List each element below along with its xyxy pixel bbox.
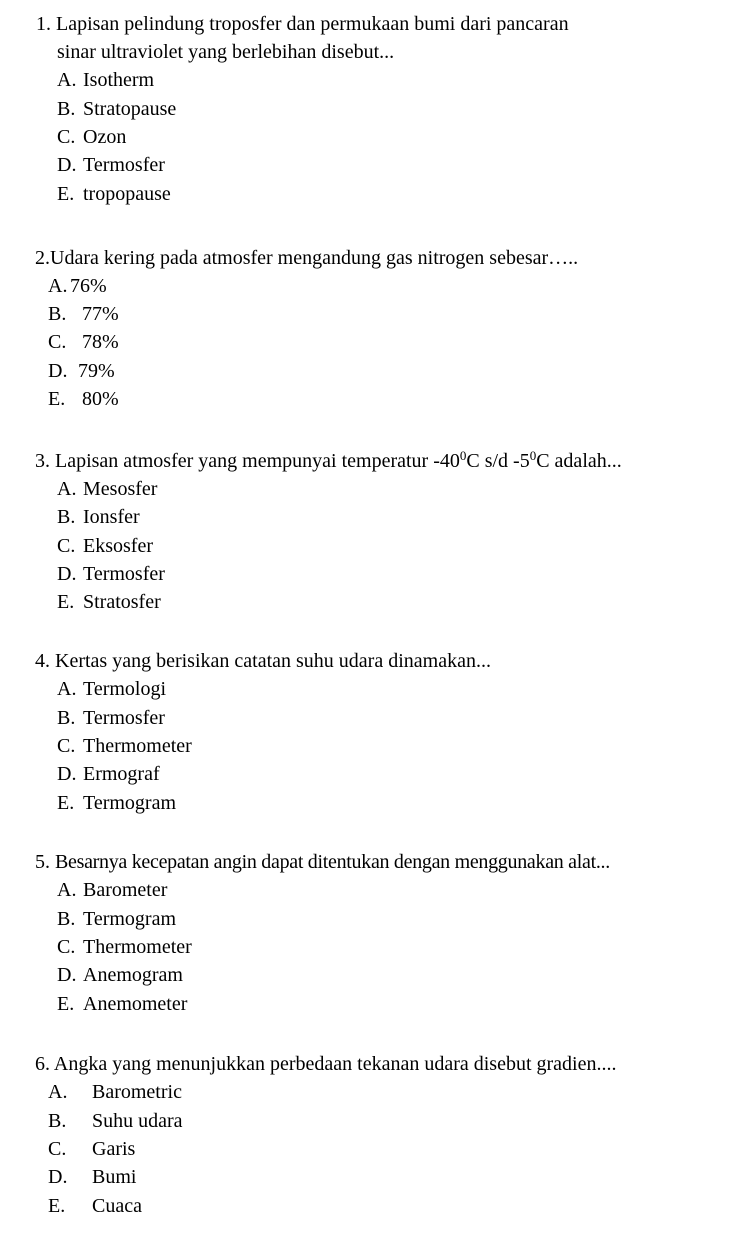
option-letter: B. xyxy=(57,98,76,120)
option-text: Isotherm xyxy=(83,69,155,91)
option-text: Termosfer xyxy=(83,707,165,729)
option-letter: D. xyxy=(57,154,77,176)
option-letter: D. xyxy=(57,964,77,986)
option-text: Bumi xyxy=(92,1166,137,1188)
degree-superscript: 0 xyxy=(529,448,537,463)
question-text: Kertas yang berisikan catatan suhu udara dinamakan... xyxy=(55,650,491,672)
option-e[interactable] xyxy=(48,385,119,413)
question-text-part1: Lapisan atmosfer yang mempunyai temperatur -40 xyxy=(55,450,460,472)
option-d[interactable] xyxy=(48,357,115,385)
option-text: Suhu udara xyxy=(92,1110,183,1132)
option-letter: A. xyxy=(57,478,77,500)
option-letter: A. xyxy=(57,678,77,700)
option-c[interactable] xyxy=(57,123,126,151)
option-text: Ozon xyxy=(83,126,127,148)
option-text: Termologi xyxy=(83,678,167,700)
option-letter: B. xyxy=(57,506,76,528)
question-number: 3. xyxy=(35,450,50,472)
question-stem xyxy=(35,848,610,876)
option-text: Anemogram xyxy=(83,964,183,986)
question-stem xyxy=(36,10,569,38)
option-text: Ermograf xyxy=(83,763,160,785)
question-text: Lapisan pelindung troposfer dan permukaan bumi dari pancaran xyxy=(56,13,569,35)
option-e[interactable] xyxy=(57,180,171,208)
option-text: 77% xyxy=(82,303,119,325)
option-text: Thermometer xyxy=(83,936,192,958)
option-c[interactable] xyxy=(57,532,153,560)
option-letter: A. xyxy=(57,879,77,901)
option-text: Termosfer xyxy=(83,154,165,176)
option-letter: B. xyxy=(48,1110,67,1132)
question-text: Angka yang menunjukkan perbedaan tekanan udara disebut gradien.... xyxy=(53,1053,617,1075)
option-letter: B. xyxy=(57,707,76,729)
option-letter: E. xyxy=(57,183,75,205)
option-c[interactable] xyxy=(57,933,192,961)
option-letter: D. xyxy=(48,1166,68,1188)
option-d[interactable] xyxy=(48,1163,136,1191)
option-a[interactable] xyxy=(57,475,157,503)
option-letter: C. xyxy=(48,331,67,353)
question-stem xyxy=(35,244,578,272)
question-stem xyxy=(35,647,491,675)
option-c[interactable] xyxy=(48,328,119,356)
option-e[interactable] xyxy=(57,588,161,616)
option-text: Mesosfer xyxy=(83,478,158,500)
option-text: Stratopause xyxy=(83,98,177,120)
option-letter: D. xyxy=(57,763,77,785)
option-a[interactable] xyxy=(48,1078,182,1106)
option-a[interactable] xyxy=(57,675,166,703)
option-e[interactable] xyxy=(57,990,187,1018)
option-letter: C. xyxy=(57,735,76,757)
option-letter: C. xyxy=(57,126,76,148)
question-text: Udara kering pada atmosfer mengandung gas nitrogen sebesar….. xyxy=(50,247,579,269)
option-letter: E. xyxy=(48,388,66,410)
option-text: Eksosfer xyxy=(83,535,153,557)
option-letter: A. xyxy=(48,275,68,297)
option-b[interactable] xyxy=(57,95,176,123)
question-number: 2. xyxy=(35,247,50,269)
question-number: 4. xyxy=(35,650,50,672)
option-text: Stratosfer xyxy=(83,591,161,613)
option-c[interactable] xyxy=(48,1135,135,1163)
option-text: tropopause xyxy=(83,183,171,205)
question-stem xyxy=(35,447,622,475)
option-letter: A. xyxy=(48,1081,68,1103)
option-d[interactable] xyxy=(57,151,165,179)
option-a[interactable] xyxy=(57,876,167,904)
option-text: Termogram xyxy=(83,908,177,930)
question-text: Besarnya kecepatan angin dapat ditentukan dengan menggunakan alat... xyxy=(55,851,610,873)
option-text: Cuaca xyxy=(92,1195,142,1217)
option-e[interactable] xyxy=(57,789,176,817)
option-text: Barometric xyxy=(92,1081,182,1103)
option-text: 78% xyxy=(82,331,119,353)
option-c[interactable] xyxy=(57,732,192,760)
question-number: 1. xyxy=(36,13,51,35)
option-letter: C. xyxy=(57,535,76,557)
option-text: 76% xyxy=(70,275,107,297)
option-e[interactable] xyxy=(48,1192,142,1220)
question-number: 5. xyxy=(35,851,50,873)
option-a[interactable] xyxy=(48,272,107,300)
option-b[interactable] xyxy=(48,1107,183,1135)
question-text-part2: C s/d -5 xyxy=(466,450,530,472)
option-b[interactable] xyxy=(57,704,165,732)
option-d[interactable] xyxy=(57,560,165,588)
option-b[interactable] xyxy=(57,503,140,531)
degree-superscript: 0 xyxy=(459,448,467,463)
option-text: Barometer xyxy=(83,879,168,901)
question-text-continued: sinar ultraviolet yang berlebihan disebut... xyxy=(57,41,395,63)
option-b[interactable] xyxy=(48,300,119,328)
option-d[interactable] xyxy=(57,760,160,788)
option-text: Ionsfer xyxy=(83,506,140,528)
option-letter: D. xyxy=(57,563,77,585)
option-d[interactable] xyxy=(57,961,183,989)
option-letter: E. xyxy=(48,1195,66,1217)
option-letter: C. xyxy=(57,936,76,958)
option-text: 79% xyxy=(78,360,115,382)
option-letter: B. xyxy=(48,303,67,325)
option-text: Anemometer xyxy=(83,993,188,1015)
option-text: 80% xyxy=(82,388,119,410)
option-letter: E. xyxy=(57,993,75,1015)
option-letter: E. xyxy=(57,792,75,814)
option-a[interactable] xyxy=(57,66,154,94)
question-stem xyxy=(35,1050,616,1078)
question-text-part3: C adalah... xyxy=(536,450,622,472)
option-letter: B. xyxy=(57,908,76,930)
option-text: Termosfer xyxy=(83,563,165,585)
option-b[interactable] xyxy=(57,905,176,933)
option-letter: C. xyxy=(48,1138,67,1160)
option-text: Thermometer xyxy=(83,735,192,757)
option-letter: D. xyxy=(48,360,68,382)
question-number: 6. xyxy=(35,1053,50,1075)
option-text: Termogram xyxy=(83,792,177,814)
option-letter: A. xyxy=(57,69,77,91)
option-letter: E. xyxy=(57,591,75,613)
option-text: Garis xyxy=(92,1138,136,1160)
